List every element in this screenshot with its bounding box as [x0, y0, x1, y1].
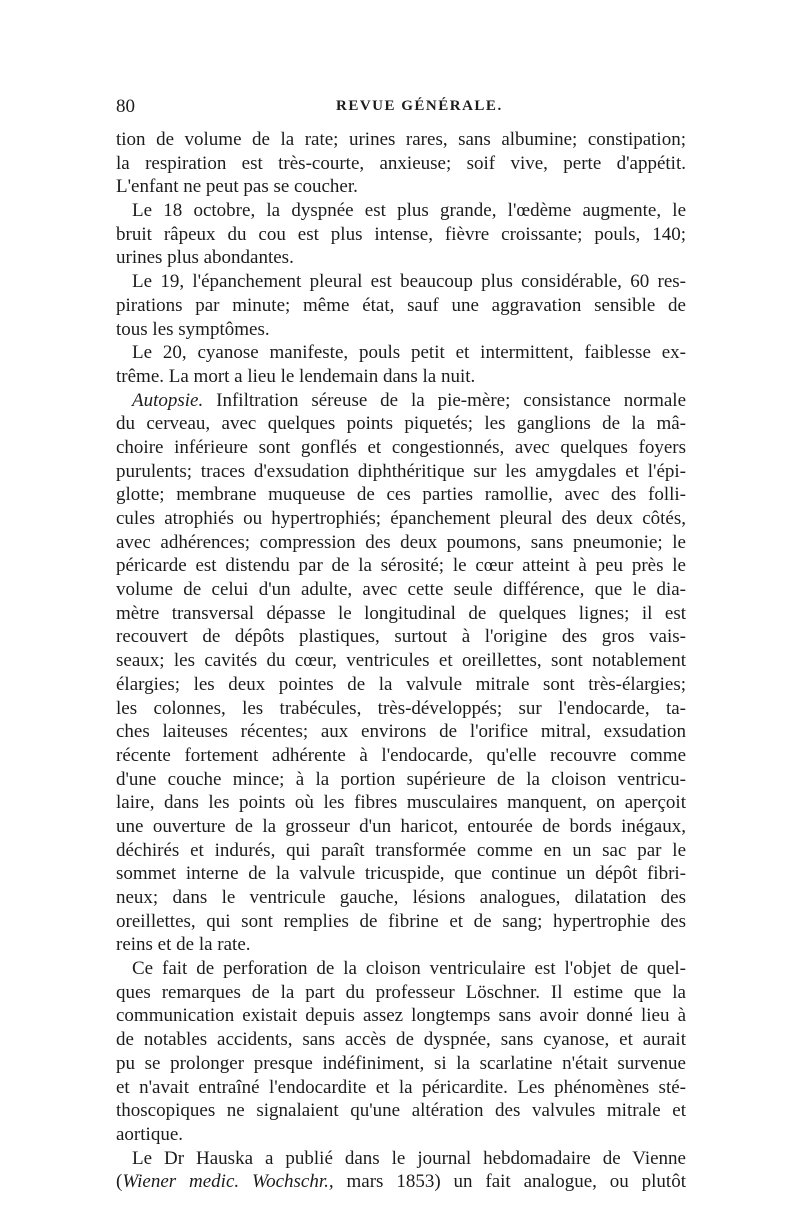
- text-line: [116, 1170, 686, 1194]
- text-line: communication existait depuis assez longtemps sans avoir donné lieu à: [116, 1005, 686, 1027]
- text-line: reins et de la rate.: [116, 934, 251, 956]
- text-line: pirations par minute; même état, sauf une aggravation sensible de: [116, 294, 686, 316]
- text-line: bruit râpeux du cou est plus intense, fièvre croissante; pouls, 140;: [116, 223, 686, 245]
- text-line: cules atrophiés ou hypertrophiés; épanchement pleural des deux côtés,: [116, 508, 686, 529]
- page-number: 80: [116, 96, 135, 117]
- text-line: avec adhérences; compression des deux poumons, sans pneumonie; le: [116, 531, 686, 553]
- running-title: REVUE GÉNÉRALE.: [336, 98, 503, 114]
- text-line: urines plus abondantes.: [116, 247, 294, 269]
- text-line: déchirés et indurés, qui paraît transformée comme en un sac par le: [116, 839, 686, 861]
- text-line: Le Dr Hauska a publié dans le journal hebdomadaire de Vienne: [132, 1147, 686, 1169]
- text-line: péricarde est distendu par de la sérosité; le cœur atteint à peu près le: [116, 555, 686, 577]
- text-line: trême. La mort a lieu le lendemain dans la nuit.: [116, 365, 476, 387]
- text-line: choire inférieure sont gonflés et congestionnés, avec quelques foyers: [116, 436, 686, 458]
- text-segment: (: [116, 1171, 123, 1193]
- text-line: mètre transversal dépasse le longitudinal de quelques lignes; il est: [116, 602, 686, 624]
- text-line: d'une couche mince; à la portion supérieure de la cloison ventricu-: [116, 768, 686, 790]
- text-line: thoscopiques ne signalaient qu'une altération des valvules mitrale et: [116, 1100, 686, 1122]
- body-text: [116, 128, 686, 1194]
- text-line: oreillettes, qui sont remplies de fibrine et de sang; hypertrophie des: [116, 910, 686, 932]
- text-line: [116, 389, 686, 413]
- text-line: volume de celui d'un adulte, avec cette seule différence, que le dia-: [116, 579, 686, 601]
- text-line: tion de volume de la rate; urines rares, sans albumine; constipation;: [116, 129, 686, 150]
- page-header: [116, 96, 686, 126]
- text-line: Ce fait de perforation de la cloison ventriculaire est l'objet de quel-: [132, 958, 686, 980]
- text-line: ques remarques de la part du professeur Löschner. Il estime que la: [116, 981, 686, 1003]
- text-line: Le 18 octobre, la dyspnée est plus grande, l'œdème augmente, le: [132, 200, 686, 222]
- text-line: récente fortement adhérente à l'endocarde, qu'elle recouvre comme: [116, 744, 686, 766]
- text-line: ches laiteuses récentes; aux environs de l'orifice mitral, exsudation: [116, 721, 686, 743]
- text-segment: Infiltration séreuse de la pie-mère; consistance normale: [216, 389, 687, 411]
- text-line: purulents; traces d'exsudation diphthéritique sur les amygdales et l'épi-: [116, 460, 686, 482]
- text-line: Le 19, l'épanchement pleural est beaucoup plus considérable, 60 res-: [132, 271, 686, 293]
- text-line: seaux; les cavités du cœur, ventricules et oreillettes, sont notablement: [116, 650, 686, 672]
- text-line: glotte; membrane muqueuse de ces parties ramollie, avec des folli-: [116, 484, 686, 506]
- text-line: et n'avait entraîné l'endocardite et la péricardite. Les phénomènes sté-: [116, 1076, 686, 1098]
- text-line: recouvert de dépôts plastiques, surtout à l'origine des gros vais-: [116, 626, 686, 648]
- text-line: Le 20, cyanose manifeste, pouls petit et intermittent, faiblesse ex-: [132, 342, 686, 364]
- text-line: élargies; les deux pointes de la valvule mitrale sont très-élargies;: [116, 673, 686, 695]
- text-line: neux; dans le ventricule gauche, lésions analogues, dilatation des: [116, 887, 686, 908]
- text-line: laire, dans les points où les fibres musculaires manquent, on aperçoit: [116, 792, 686, 814]
- text-line: la respiration est très-courte, anxieuse; soif vive, perte d'appétit.: [116, 152, 686, 174]
- text-line: sommet interne de la valvule tricuspide, que continue un dépôt fibri-: [116, 863, 686, 885]
- text-line: les colonnes, les trabécules, très-développés; sur l'endocarde, ta-: [116, 697, 686, 719]
- journal-title: Wiener medic. Wochschr.,: [122, 1171, 334, 1193]
- text-segment: mars 1853) un fait analogue, ou plutôt: [346, 1171, 686, 1193]
- text-line: tous les symptômes.: [116, 318, 270, 340]
- text-line: du cerveau, avec quelques points piquetés; les ganglions de la mâ-: [116, 413, 686, 435]
- autopsie-heading: Autopsie.: [132, 389, 204, 411]
- text-line: L'enfant ne peut pas se coucher.: [116, 176, 358, 198]
- text-line: de notables accidents, sans accès de dyspnée, sans cyanose, et aurait: [116, 1029, 686, 1051]
- text-line: pu se prolonger presque indéfiniment, si la scarlatine n'était survenue: [116, 1052, 686, 1074]
- text-line: aortique.: [116, 1123, 184, 1145]
- text-line: une ouverture de la grosseur d'un haricot, entourée de bords inégaux,: [116, 815, 686, 837]
